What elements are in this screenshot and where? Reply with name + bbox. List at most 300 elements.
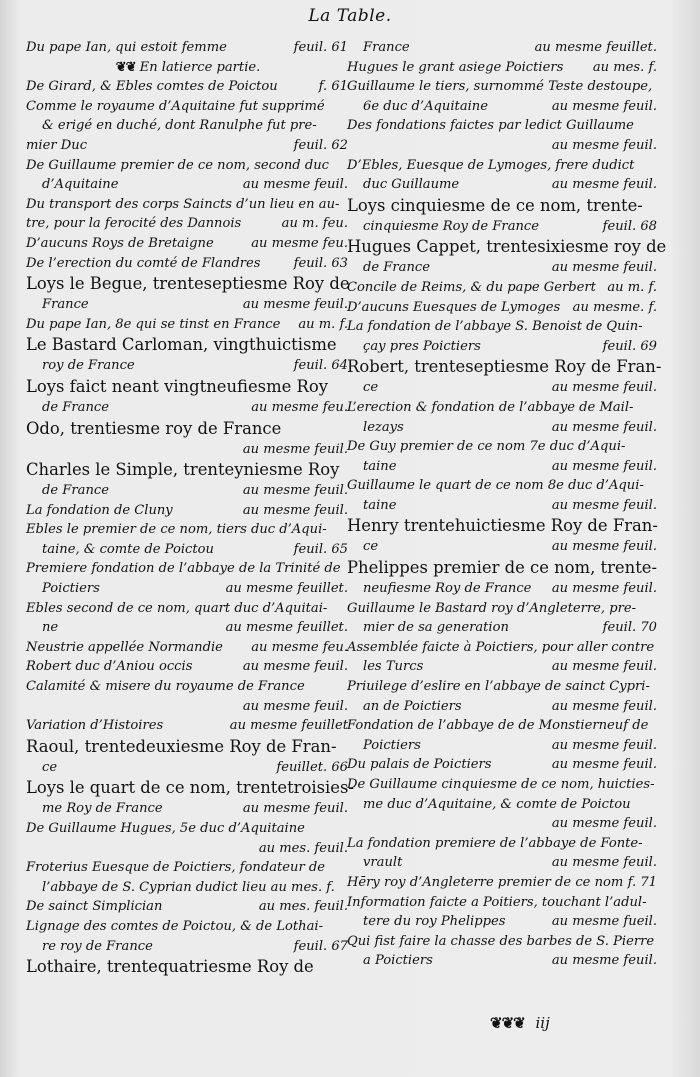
entry-text: Priuilege d’eslire en l’abbaye de sainct Cypri-: [347, 679, 650, 695]
entry-text: Concile de Reims, & du pape Gerbert: [347, 279, 596, 295]
entry-text: Loys le quart de ce nom, trentetroisies-: [26, 778, 354, 798]
index-entry: [347, 437, 659, 476]
entry-text: Guillaume le quart de ce nom 8e duc d’Aqui-: [347, 478, 644, 494]
entry-text: De Guillaume cinquiesme de ce nom, huicties-: [347, 777, 655, 792]
index-entry: [347, 236, 667, 278]
page-reference: au m. f.: [298, 316, 348, 332]
entry-text: Hēry roy d’Angleterre premier de ce nom: [347, 874, 624, 890]
entry-line: [347, 258, 659, 278]
entry-text: mier de sa generation: [363, 620, 509, 636]
entry-text: ce: [42, 759, 58, 775]
page-reference: au mesme feuillet.: [534, 40, 657, 55]
index-entry: [347, 599, 659, 638]
signature-mark: iij: [535, 1014, 550, 1032]
index-entry: [26, 638, 350, 658]
index-entry: [26, 599, 350, 638]
entry-line: [26, 937, 350, 957]
index-entry: [347, 932, 659, 971]
entry-text: Henry trentehuictiesme Roy de Fran-: [347, 516, 658, 536]
page-reference: au mesme feu.: [251, 639, 348, 655]
entry-text: [347, 816, 351, 831]
entry-line: [26, 638, 350, 658]
entry-line: [347, 932, 659, 952]
entry-text: ne: [42, 620, 59, 636]
entry-line: [347, 697, 659, 717]
left-column: [26, 38, 354, 978]
entry-line: [26, 398, 350, 418]
entry-text: d’Aquitaine: [42, 177, 119, 193]
page-reference: feuil. 70: [602, 620, 657, 636]
page-reference: au mes. feuil.: [258, 840, 348, 856]
page-reference: au mesme fueil.: [551, 914, 657, 930]
entry-line: [347, 116, 659, 136]
index-entry: [26, 156, 350, 195]
entry-text: [26, 841, 30, 856]
entry-line: [26, 156, 350, 176]
entry-text: de France: [363, 260, 430, 276]
entry-text: De Guillaume premier de ce nom, second duc: [26, 157, 329, 173]
index-entry: [347, 116, 659, 155]
entry-line: [347, 657, 659, 677]
index-entry: [26, 777, 354, 819]
entry-text: Loys cinquiesme de ce nom, trente-: [347, 195, 643, 215]
index-entry: [26, 234, 350, 254]
entry-line: [26, 273, 350, 295]
page-reference: au mesme feuil.: [551, 380, 657, 396]
entry-line: [26, 956, 350, 978]
entry-line: [26, 540, 350, 560]
entry-line: [26, 799, 350, 819]
entry-text: Premiere fondation de l’abbaye de la Trinité de: [26, 561, 341, 577]
entry-text: Calamité & misere du royaume de France: [26, 679, 305, 695]
page-reference: au mesme. f.: [572, 299, 657, 315]
entry-text: ce: [363, 380, 379, 396]
page-reference: feuil. 65: [293, 541, 348, 557]
entry-text: Fondation de l’abbaye de de Monstierneuf de: [347, 718, 649, 734]
index-entry: [26, 736, 350, 778]
entry-text: La fondation de l’abbaye S. Benoist de Quin-: [347, 319, 643, 335]
entry-line: [347, 873, 659, 893]
entry-text: De Guillaume Hugues, 5e duc d’Aquitaine: [26, 821, 305, 836]
entry-text: & erigé en duché, dont Ranulphe fut pre-: [42, 118, 317, 134]
page-reference: au mesme feuil.: [551, 177, 657, 193]
entry-line: [347, 912, 659, 932]
index-entry: [26, 501, 350, 521]
entry-text: De l’erection du comté de Flandres: [26, 255, 261, 271]
entry-text: Information faicte a Poitiers, touchant l’adul-: [347, 894, 647, 910]
page-reference: au mesme feuil.: [242, 659, 348, 675]
page-reference: au mes. feuil.: [258, 899, 348, 915]
entry-text: Robert duc d’Aniou occis: [26, 659, 193, 675]
entry-text: Froterius Euesque de Poictiers, fondateur de: [26, 860, 326, 876]
entry-line: [26, 195, 350, 215]
page-reference: au m. feu.: [281, 216, 348, 232]
entry-text: De Guy premier de ce nom 7e duc d’Aqui-: [347, 439, 626, 455]
entry-text: D’aucuns Roys de Bretaigne: [26, 235, 214, 251]
entry-text: taine: [363, 458, 397, 474]
entry-line: [347, 893, 659, 913]
entry-line: [26, 295, 350, 315]
index-entry: [26, 716, 350, 736]
entry-text: Variation d’Histoires: [26, 718, 164, 734]
entry-line: [347, 38, 659, 58]
entry-line: [26, 758, 350, 778]
index-entry: [26, 334, 350, 376]
entry-line: [26, 376, 350, 398]
entry-text: De Girard, & Ebles comtes de Poictou: [26, 79, 278, 95]
entry-line: [347, 356, 662, 378]
entry-line: [26, 716, 350, 736]
page-reference: au mesme feuillet.: [225, 620, 348, 636]
entry-text: Poictiers: [363, 737, 421, 753]
page-reference: au mesme feuil.: [242, 698, 348, 714]
entry-text: En latierce partie.: [139, 59, 261, 75]
entry-text: D’aucuns Euesques de Lymoges: [347, 299, 561, 315]
page-header: La Table.: [308, 6, 392, 26]
entry-line: [26, 599, 350, 619]
index-entry: [26, 97, 350, 156]
entry-text: lezays: [363, 419, 404, 435]
entry-text: [26, 442, 30, 457]
page-reference: au mesme feuil.: [551, 698, 657, 714]
entry-line: [26, 58, 350, 78]
entry-line: [26, 839, 350, 859]
entry-text: Comme le royaume d’Aquitaine fut supprimé: [26, 98, 325, 114]
index-entry: [26, 58, 350, 78]
entry-line: [26, 418, 350, 440]
entry-line: [26, 97, 350, 117]
entry-text: Lothaire, trentequatriesme Roy de: [26, 957, 314, 977]
index-entry: [347, 156, 659, 195]
page-reference: au mesme feu.: [251, 399, 348, 415]
index-entry: [347, 317, 659, 356]
entry-line: [347, 579, 659, 599]
entry-text: De sainct Simplician: [26, 899, 163, 915]
entry-line: [347, 398, 659, 418]
page-reference: au mesme feuil.: [551, 757, 657, 773]
index-entry: [347, 557, 659, 599]
entry-text: Hugues Cappet, trentesixiesme roy de: [347, 237, 667, 257]
entry-line: [347, 437, 659, 457]
entry-line: [347, 795, 659, 815]
entry-text: de France: [42, 399, 109, 415]
entry-line: [26, 579, 350, 599]
page-reference: au mesme feuil.: [242, 483, 348, 499]
entry-line: [26, 736, 350, 758]
entry-line: [26, 234, 350, 254]
entry-line: [347, 77, 659, 97]
page-reference: feuil. 68: [602, 218, 657, 234]
page-reference: au mesme feuil.: [242, 441, 348, 457]
entry-line: [26, 116, 350, 136]
page-reference: f. 61: [318, 79, 348, 95]
entry-text: Des fondations faictes par ledict Guillaume: [347, 118, 634, 134]
page-reference: feuil. 67: [293, 938, 348, 954]
index-entry: [26, 254, 350, 274]
entry-text: [347, 138, 351, 153]
entry-line: [26, 501, 350, 521]
page-reference: au mesme feu.: [251, 235, 348, 251]
entry-line: [26, 440, 350, 460]
entry-text: Du palais de Poictiers: [347, 757, 492, 773]
entry-text: roy de France: [42, 358, 135, 374]
page-reference: au mesme feuil.: [242, 801, 348, 817]
page-reference: au mes. f.: [592, 59, 657, 75]
page-reference: au mesme feuil.: [551, 855, 657, 871]
entry-text: neufiesme Roy de France: [363, 581, 532, 597]
entry-line: [26, 819, 350, 839]
entry-text: cinquiesme Roy de France: [363, 218, 540, 234]
entry-text: tere du roy Phelippes: [363, 914, 506, 930]
entry-line: [347, 317, 659, 337]
entry-text: Robert, trenteseptiesme Roy de Fran-: [347, 357, 662, 377]
entry-text: La fondation de Cluny: [26, 502, 173, 518]
page-reference: feuil. 61: [293, 40, 348, 55]
entry-line: [347, 834, 659, 854]
page-reference: au mesme feuil.: [551, 953, 657, 969]
index-entry: [347, 775, 659, 834]
entry-line: [347, 156, 659, 176]
page-reference: au mesme feuil.: [551, 137, 657, 153]
entry-line: [26, 858, 350, 878]
page-reference: au mesme feuil.: [242, 502, 348, 518]
index-entry: [26, 459, 350, 501]
page-reference: au mesme feuil.: [242, 297, 348, 313]
index-entry: [26, 195, 350, 234]
entry-text: me duc d’Aquitaine, & comte de Poictou: [363, 796, 631, 812]
entry-line: [26, 697, 350, 717]
entry-text: Charles le Simple, trenteyniesme Roy: [26, 460, 340, 480]
entry-line: [347, 337, 659, 357]
entry-line: [347, 217, 659, 237]
index-entry: [26, 520, 350, 559]
entry-text: Guillaume le tiers, surnommé Teste destoupe,: [347, 79, 653, 95]
index-entry: [347, 677, 659, 716]
entry-line: [26, 38, 350, 58]
page-reference: au mesme feuillet: [229, 718, 348, 734]
page-reference: feuil. 64: [293, 358, 348, 374]
page-reference: au mesme feuil.: [551, 659, 657, 675]
page-reference: au mesme feuil.: [551, 539, 657, 555]
index-entry: [26, 657, 350, 677]
index-entry: [347, 398, 659, 437]
entry-line: [347, 236, 667, 258]
index-entry: [26, 677, 350, 716]
entry-line: [26, 459, 350, 481]
entry-text: tre, pour la ferocité des Dannois: [26, 216, 242, 232]
entry-text: La fondation premiere de l’abbaye de Fonte-: [347, 835, 643, 851]
entry-line: [26, 481, 350, 501]
entry-line: [347, 736, 659, 756]
entry-text: Odo, trentiesme roy de France: [26, 418, 282, 438]
index-entry: [26, 418, 350, 460]
index-entry: [26, 315, 350, 335]
index-entry: [347, 298, 659, 318]
page-reference: au mesme feuil.: [551, 497, 657, 513]
entry-text: Le Bastard Carloman, vingthuictisme: [26, 335, 337, 355]
entry-text: 6e duc d’Aquitaine: [363, 98, 488, 114]
entry-line: [26, 77, 350, 97]
index-entry: [347, 38, 659, 58]
entry-text: Guillaume le Bastard roy d’Angleterre, pre-: [347, 600, 637, 616]
entry-text: Du pape Ian, 8e qui se tinst en France: [26, 316, 281, 332]
index-entry: [26, 559, 350, 598]
entry-line: [26, 618, 350, 638]
entry-text: re roy de France: [42, 938, 153, 954]
entry-line: [347, 476, 659, 496]
index-entry: [347, 195, 659, 237]
page-reference: feuillet. 66: [276, 759, 348, 775]
index-entry: [26, 956, 350, 978]
page-reference: au mesme feuil.: [551, 737, 657, 753]
index-entry: [26, 38, 350, 58]
entry-text: ce: [363, 539, 379, 555]
entry-line: [347, 378, 659, 398]
entry-text: a Poictiers: [363, 953, 433, 969]
entry-line: [347, 496, 659, 516]
index-entry: [347, 716, 659, 755]
entry-line: [347, 638, 659, 658]
index-entry: [347, 515, 659, 557]
index-entry: [26, 819, 350, 858]
entry-line: [347, 775, 659, 795]
entry-text: France: [42, 297, 89, 313]
entry-text: Poictiers: [42, 581, 100, 597]
entry-line: [26, 878, 350, 898]
entry-text: de France: [42, 483, 109, 499]
entry-line: [26, 136, 350, 156]
page-reference: au mesme feuil.: [551, 419, 657, 435]
entry-line: [347, 716, 659, 736]
entry-line: [347, 97, 659, 117]
entry-text: me Roy de France: [42, 801, 163, 817]
entry-line: [347, 418, 659, 438]
index-entry: [347, 77, 659, 116]
entry-text: France: [363, 40, 410, 55]
entry-text: taine, & comte de Poictou: [42, 541, 214, 557]
entry-text: taine: [363, 497, 397, 513]
page-reference: au mesme feuil.: [551, 98, 657, 114]
entry-text: Du transport des corps Saincts d’un lieu en au-: [26, 196, 340, 212]
entry-line: [26, 897, 350, 917]
entry-text: les Turcs: [363, 659, 424, 675]
entry-line: [347, 298, 659, 318]
entry-line: [347, 755, 659, 775]
entry-text: Du pape Ian, qui estoit femme: [26, 40, 227, 55]
entry-line: [347, 537, 659, 557]
entry-line: [347, 853, 659, 873]
entry-text: Lignage des comtes de Poictou, & de Lothai-: [26, 918, 324, 934]
entry-line: [26, 356, 350, 376]
entry-text: Loys faict neant vingtneufiesme Roy: [26, 376, 328, 396]
page-reference: f. 71: [627, 874, 657, 890]
entry-text: mier Duc: [26, 137, 88, 153]
entry-line: [347, 515, 659, 537]
index-entry: [347, 893, 659, 932]
entry-line: [347, 278, 659, 298]
fleuron-icon: ❦❦: [115, 59, 136, 75]
index-entry: [347, 278, 659, 298]
entry-line: [347, 599, 659, 619]
index-entry: [347, 873, 659, 893]
entry-text: D’Ebles, Euesque de Lymoges, frere dudict: [347, 157, 635, 173]
index-entry: [26, 858, 350, 897]
index-entry: [26, 273, 350, 315]
entry-text: duc Guillaume: [363, 177, 460, 193]
entry-text: Loys le Begue, trenteseptiesme Roy de: [26, 274, 350, 294]
page-footer: [490, 1014, 550, 1032]
fleuron-ornament: ❦❦❦: [490, 1014, 525, 1032]
entry-line: [347, 677, 659, 697]
entry-line: [347, 951, 659, 971]
entry-text: Ebles le premier de ce nom, tiers duc d’Aqui-: [26, 522, 327, 538]
entry-line: [26, 334, 350, 356]
entry-text: l’abbaye de S. Cyprian dudict lieu au mes. f.: [42, 879, 335, 895]
entry-text: çay pres Poictiers: [363, 338, 481, 354]
index-entry: [347, 476, 659, 515]
entry-text: [26, 699, 30, 714]
index-entry: [347, 834, 659, 873]
entry-line: [26, 917, 350, 937]
entry-line: [26, 559, 350, 579]
page-reference: au mesme feuil.: [551, 581, 657, 597]
entry-line: [347, 814, 659, 834]
entry-text: Ebles second de ce nom, quart duc d’Aquitai-: [26, 600, 328, 616]
entry-text: L’erection & fondation de l’abbaye de Mail-: [347, 399, 634, 415]
entry-line: [26, 677, 350, 697]
index-entry: [26, 897, 350, 917]
page-reference: au mesme feuil.: [551, 458, 657, 474]
page-reference: au mesme feuillet.: [225, 581, 348, 597]
entry-text: Neustrie appellée Normandie: [26, 639, 223, 655]
entry-line: [347, 195, 659, 217]
page-reference: au mesme feuil.: [551, 816, 657, 832]
index-entry: [347, 58, 659, 78]
entry-line: [26, 175, 350, 195]
entry-line: [26, 254, 350, 274]
entry-line: [347, 58, 659, 78]
page-reference: feuil. 62: [293, 137, 348, 153]
page-reference: feuil. 63: [293, 255, 348, 271]
page-reference: au m. f.: [607, 279, 657, 295]
page-reference: au mesme feuil.: [551, 260, 657, 276]
entry-text: Raoul, trentedeuxiesme Roy de Fran-: [26, 736, 337, 756]
index-entry: [347, 755, 659, 775]
entry-line: [26, 657, 350, 677]
entry-text: Assemblée faicte à Poictiers, pour aller contre: [347, 639, 655, 655]
entry-line: [347, 175, 659, 195]
entry-text: Hugues le grant asiege Poictiers: [347, 59, 564, 75]
page-reference: au mesme feuil.: [242, 177, 348, 193]
entry-line: [26, 214, 350, 234]
index-entry: [347, 356, 662, 398]
page-reference: feuil. 69: [602, 338, 657, 354]
entry-line: [26, 777, 354, 799]
entry-line: [347, 136, 659, 156]
entry-text: vrault: [363, 855, 403, 871]
entry-line: [347, 457, 659, 477]
right-column: [347, 38, 667, 971]
index-entry: [347, 638, 659, 677]
entry-line: [26, 315, 350, 335]
entry-text: Phelippes premier de ce nom, trente-: [347, 558, 658, 578]
entry-text: Qui fist faire la chasse des barbes de S. Pierre: [347, 933, 655, 949]
entry-line: [347, 618, 659, 638]
index-entry: [26, 77, 350, 97]
entry-line: [26, 520, 350, 540]
index-entry: [26, 917, 350, 956]
entry-text: an de Poictiers: [363, 698, 462, 714]
